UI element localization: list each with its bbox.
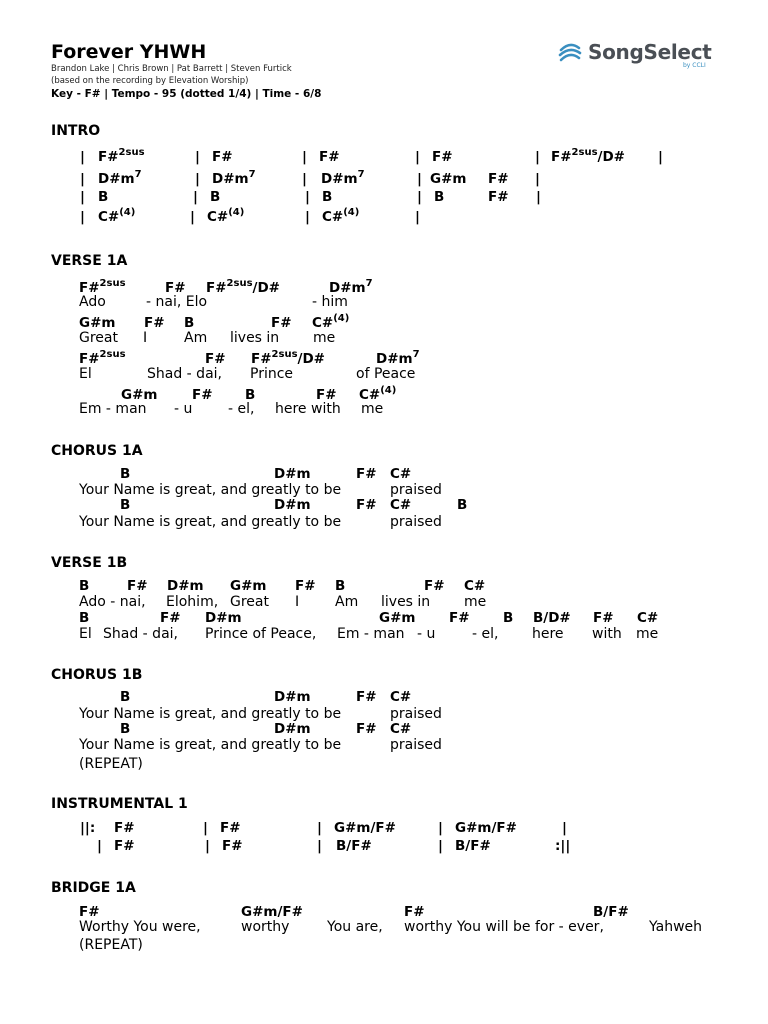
chord: F# [127, 578, 148, 594]
chord: F# [114, 820, 135, 836]
bar-line: | [203, 820, 208, 836]
repeat-end: :|| [555, 838, 571, 854]
chord: $D\#m^7$ [98, 168, 142, 187]
chord: F# [488, 189, 509, 205]
chord: F# [488, 171, 509, 187]
chord: B [79, 610, 90, 626]
chord: C#$^{(4)}$ [312, 312, 350, 331]
chord: B/D# [533, 610, 571, 626]
bar-line: | [305, 189, 310, 205]
section-heading-verse-1b: VERSE 1B [51, 555, 128, 571]
chord: B [98, 189, 109, 205]
chord: F# [220, 820, 241, 836]
lyric: Em - man [337, 626, 405, 642]
bar-line: | [195, 171, 200, 187]
chord: F# [356, 689, 377, 705]
lyric: Ado [79, 294, 106, 310]
chord: F# [144, 315, 165, 331]
lyric: - u [174, 401, 193, 417]
chord: F# [212, 149, 233, 165]
lyric: here [532, 626, 564, 642]
chord: D#m [274, 466, 311, 482]
section-heading-chorus-1a: CHORUS 1A [51, 443, 143, 459]
chord: C# [464, 578, 486, 594]
songselect-logo [557, 38, 717, 74]
bar-line: | [535, 149, 540, 165]
chord: D#m [274, 497, 311, 513]
lyric: worthy You will be for - ever, [404, 919, 604, 935]
lyric: Prince of Peace, [205, 626, 317, 642]
chord: F# [424, 578, 445, 594]
chord: D#m [274, 689, 311, 705]
chord: F# [404, 904, 425, 920]
bar-line: | [415, 149, 420, 165]
chord: F# [79, 904, 100, 920]
chord: F# [222, 838, 243, 854]
key-tempo-time: Key - F# | Tempo - 95 (dotted 1/4) | Time - 6/8 [51, 88, 322, 100]
lyric: Elohim, [166, 594, 219, 610]
repeat-note: (REPEAT) [79, 937, 143, 953]
chord: B [120, 497, 131, 513]
chord: F#$^{2sus}$/D# [206, 277, 280, 296]
lyric: - el, [472, 626, 499, 642]
lyric: me [464, 594, 487, 610]
bar-line: | [658, 149, 663, 165]
chord: F# [114, 838, 135, 854]
lyric: Worthy You were, [79, 919, 201, 935]
chord: D#m [205, 610, 242, 626]
chord: F#$^{2sus}$/D# [251, 348, 325, 367]
lyric: El [79, 626, 92, 642]
bar-line: | [536, 189, 541, 205]
chord: $D\#m^7$ [329, 277, 373, 296]
lyric: praised [390, 514, 442, 530]
bar-line: | [80, 189, 85, 205]
chord: F# [160, 610, 181, 626]
chord: C# [390, 689, 412, 705]
lyric: Shad - dai, [103, 626, 178, 642]
chord: B [503, 610, 514, 626]
song-authors: Brandon Lake | Chris Brown | Pat Barrett | Steven Furtick [51, 64, 292, 74]
chord: C#$^{(4)}$ [207, 206, 245, 225]
bar-line: | [193, 189, 198, 205]
chord: F#$^{2sus}$ [98, 146, 145, 165]
chord: F# [449, 610, 470, 626]
lyric: here with [275, 401, 341, 417]
lyric: me [636, 626, 659, 642]
chord: F# [356, 497, 377, 513]
chord: B [120, 689, 131, 705]
lyric: You are, [327, 919, 383, 935]
lyric: - nai, Elo [146, 294, 208, 310]
lyric: I [143, 330, 148, 346]
lyric: Ado - nai, [79, 594, 146, 610]
chord: C# [637, 610, 659, 626]
chord: C#$^{(4)}$ [322, 206, 360, 225]
chord: G#m [430, 171, 467, 187]
song-title: Forever YHWH [51, 41, 207, 63]
chord: B [457, 497, 468, 513]
chord: C#$^{(4)}$ [359, 384, 397, 403]
bar-line: | [195, 149, 200, 165]
chord: F#$^{2sus}$ [79, 277, 126, 296]
songselect-logo-icon [557, 40, 583, 66]
chord: F# [316, 387, 337, 403]
section-heading-intro: INTRO [51, 123, 101, 139]
chord: C#$^{(4)}$ [98, 206, 136, 225]
lyric: of Peace [356, 366, 416, 382]
songselect-logo-text: SongSelect [588, 40, 712, 64]
lyric: with [592, 626, 622, 642]
chord: G#m [379, 610, 416, 626]
lyric: Your Name is great, and greatly to be [79, 514, 342, 530]
chord: D#m [274, 721, 311, 737]
chord: B [184, 315, 195, 331]
bar-line: | [317, 820, 322, 836]
lyric: lives in [381, 594, 431, 610]
bar-line: | [438, 838, 443, 854]
lyric: praised [390, 482, 442, 498]
chord: C# [390, 721, 412, 737]
chord: F# [295, 578, 316, 594]
chord: F# [205, 351, 226, 367]
lyric: Prince [250, 366, 294, 382]
lyric: - him [312, 294, 348, 310]
lyric: Your Name is great, and greatly to be [79, 482, 342, 498]
chord: B/F# [455, 838, 491, 854]
repeat-note: (REPEAT) [79, 756, 143, 772]
lyric: Great [79, 330, 118, 346]
chord: F# [271, 315, 292, 331]
chord: F#$^{2sus}$/D# [551, 146, 625, 165]
chord: C# [390, 466, 412, 482]
chord: B [120, 466, 131, 482]
lyric: Great [230, 594, 269, 610]
lyric: Shad - dai, [147, 366, 222, 382]
chord: $D\#m^7$ [212, 168, 256, 187]
lyric: I [295, 594, 300, 610]
chord: F# [593, 610, 614, 626]
bar-line: | [80, 209, 85, 225]
section-heading-bridge-1a: BRIDGE 1A [51, 880, 136, 896]
section-heading-instrumental-1: INSTRUMENTAL 1 [51, 796, 188, 812]
bar-line: | [80, 171, 85, 187]
lyric: me [313, 330, 336, 346]
chord: B [434, 189, 445, 205]
lyric: El [79, 366, 92, 382]
chord: G#m [121, 387, 158, 403]
chord: G#m/F# [455, 820, 517, 836]
bar-line: | [417, 171, 422, 187]
chord: B [120, 721, 131, 737]
bar-line: | [80, 149, 85, 165]
bar-line: | [417, 189, 422, 205]
lyric: lives in [230, 330, 280, 346]
lyric: Yahweh [649, 919, 703, 935]
chord: B [322, 189, 333, 205]
lyric: Am [184, 330, 208, 346]
section-heading-chorus-1b: CHORUS 1B [51, 667, 143, 683]
chord: G#m/F# [241, 904, 303, 920]
lyric: Your Name is great, and greatly to be [79, 737, 342, 753]
bar-line: | [305, 209, 310, 225]
chord: B [79, 578, 90, 594]
chord: F# [192, 387, 213, 403]
chord: B [245, 387, 256, 403]
bar-line: | [190, 209, 195, 225]
lyric: Em - man [79, 401, 147, 417]
chord: F#$^{2sus}$ [79, 348, 126, 367]
chord: G#m [79, 315, 116, 331]
bar-line: | [317, 838, 322, 854]
recording-note: (based on the recording by Elevation Worship) [51, 76, 249, 86]
lyric: Your Name is great, and greatly to be [79, 706, 342, 722]
chord: $D\#m^7$ [321, 168, 365, 187]
lyric: me [361, 401, 384, 417]
ccli-logo-subtext: by CCLI [683, 62, 706, 69]
repeat-start: ||: [80, 820, 96, 836]
chord: B/F# [593, 904, 629, 920]
chord: F# [319, 149, 340, 165]
chord: G#m/F# [334, 820, 396, 836]
bar-line: | [97, 838, 102, 854]
chord: C# [390, 497, 412, 513]
bar-line: | [302, 149, 307, 165]
chord: B [210, 189, 221, 205]
chord: D#m [167, 578, 204, 594]
bar-line: | [415, 209, 420, 225]
lyric: praised [390, 706, 442, 722]
chord: B [335, 578, 346, 594]
chord: F# [356, 466, 377, 482]
lyric: worthy [241, 919, 290, 935]
bar-line: | [302, 171, 307, 187]
bar-line: | [205, 838, 210, 854]
chord: B/F# [336, 838, 372, 854]
bar-line: | [438, 820, 443, 836]
section-heading-verse-1a: VERSE 1A [51, 253, 128, 269]
bar-line: | [562, 820, 567, 836]
chord: F# [165, 280, 186, 296]
bar-line: | [535, 171, 540, 187]
lyric: - u [417, 626, 436, 642]
chord: F# [432, 149, 453, 165]
lyric: praised [390, 737, 442, 753]
lyric: - el, [228, 401, 255, 417]
chord: $D\#m^7$ [376, 348, 420, 367]
chord: G#m [230, 578, 267, 594]
lyric: Am [335, 594, 359, 610]
chord: F# [356, 721, 377, 737]
